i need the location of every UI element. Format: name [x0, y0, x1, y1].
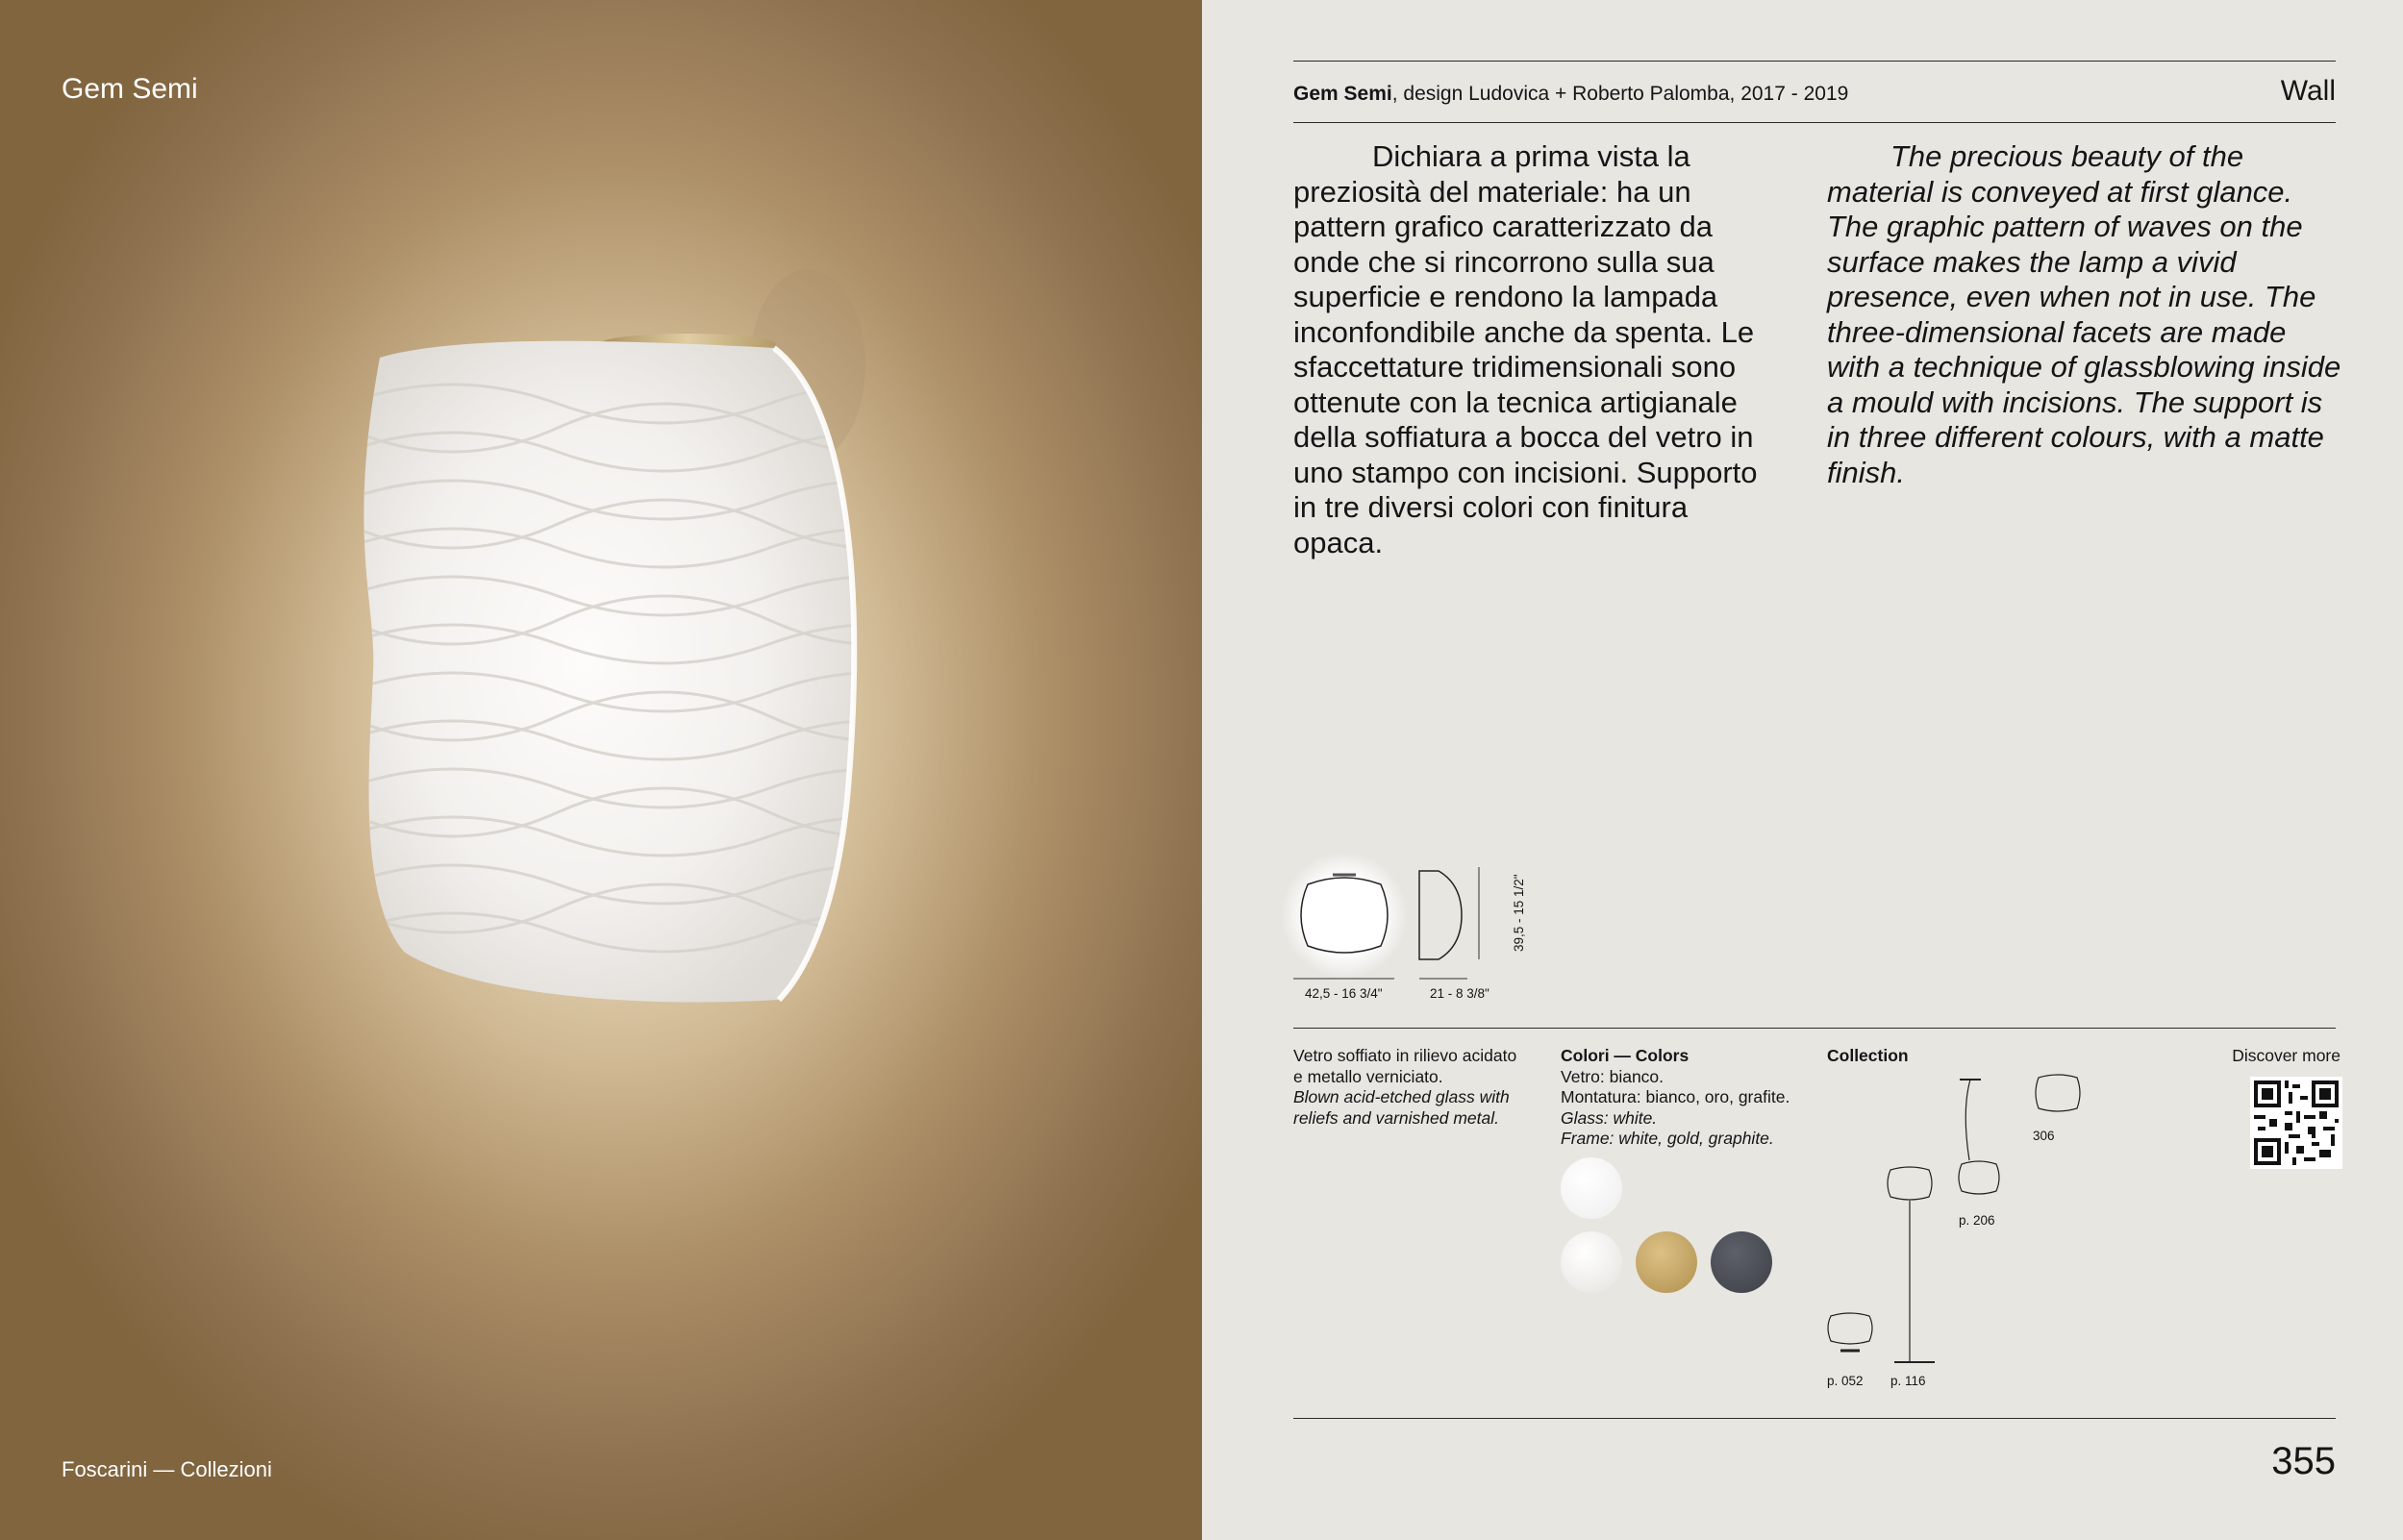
qr-code-icon[interactable] — [2250, 1077, 2342, 1169]
material-block: Vetro soffiato in rilievo acidato e metallo verniciato. Blown acid-etched glass with reliefs and varnished metal. — [1293, 1046, 1517, 1128]
collection-item-306[interactable]: 306 — [2033, 1129, 2055, 1143]
photo-title: Gem Semi — [62, 73, 198, 105]
swatch-glass-white — [1561, 1157, 1622, 1219]
header-rule — [1293, 122, 2336, 123]
dimension-drawings — [1279, 846, 1510, 990]
description-english: The precious beauty of the material is conveyed at first glance. The graphic pattern of waves on the surface makes the lamp a vivid presence, even when not in use. The three-dimensional facets are made with a technique of glassblowing inside a mould with incisions. The support is in three different colours, with a matte finish. — [1827, 139, 2341, 489]
swatch-frame-gold — [1636, 1231, 1697, 1293]
photo-footer: Foscarini — Collezioni — [62, 1457, 272, 1481]
discover-more-label: Discover more — [2232, 1046, 2340, 1065]
page-number: 355 — [2271, 1440, 2336, 1482]
colors-block: Colori — Colors Vetro: bianco. Montatura: bianco, oro, grafite. Glass: white. Frame: white, gold, graphite. — [1561, 1046, 1830, 1150]
collection-title: Collection — [1827, 1046, 1909, 1065]
header-line — [1293, 83, 1848, 106]
collection-item-116[interactable]: p. 116 — [1890, 1374, 1926, 1388]
description-italian: Dichiara a prima vista la preziosità del materiale: ha un pattern grafico caratterizzato da onde che si rincorrono sulla sua superficie e rendono la lampada inconfondibile anche da spenta. Le sfaccettature tridimensionali sono ottenute con la tecnica artigianale della soffiatura a bocca del vetro in uno stampo con incisioni. Supporto in tre diversi colori con finitura opaca. — [1293, 139, 1758, 559]
colors-title: Colori — Colors — [1561, 1046, 1690, 1065]
dimension-depth: 21 - 8 3/8" — [1430, 986, 1489, 1001]
product-name: Gem Semi — [1293, 83, 1392, 105]
category-label: Wall — [2280, 75, 2336, 107]
dimension-height: 39,5 - 15 1/2" — [1512, 874, 1526, 952]
collection-item-052[interactable]: p. 052 — [1827, 1374, 1864, 1388]
footer-rule — [1293, 1418, 2336, 1419]
designer-credit: , design Ludovica + Roberto Palomba, 2017 - 2019 — [1391, 83, 1849, 105]
top-rule — [1293, 61, 2336, 62]
dimension-width: 42,5 - 16 3/4" — [1305, 986, 1383, 1001]
swatch-frame-white — [1561, 1231, 1622, 1293]
collection-item-206[interactable]: p. 206 — [1959, 1213, 1995, 1228]
specs-rule — [1293, 1028, 2336, 1029]
spec-page — [1202, 0, 2403, 1540]
collection-drawings — [1817, 1072, 2096, 1379]
swatch-frame-graphite — [1711, 1231, 1772, 1293]
